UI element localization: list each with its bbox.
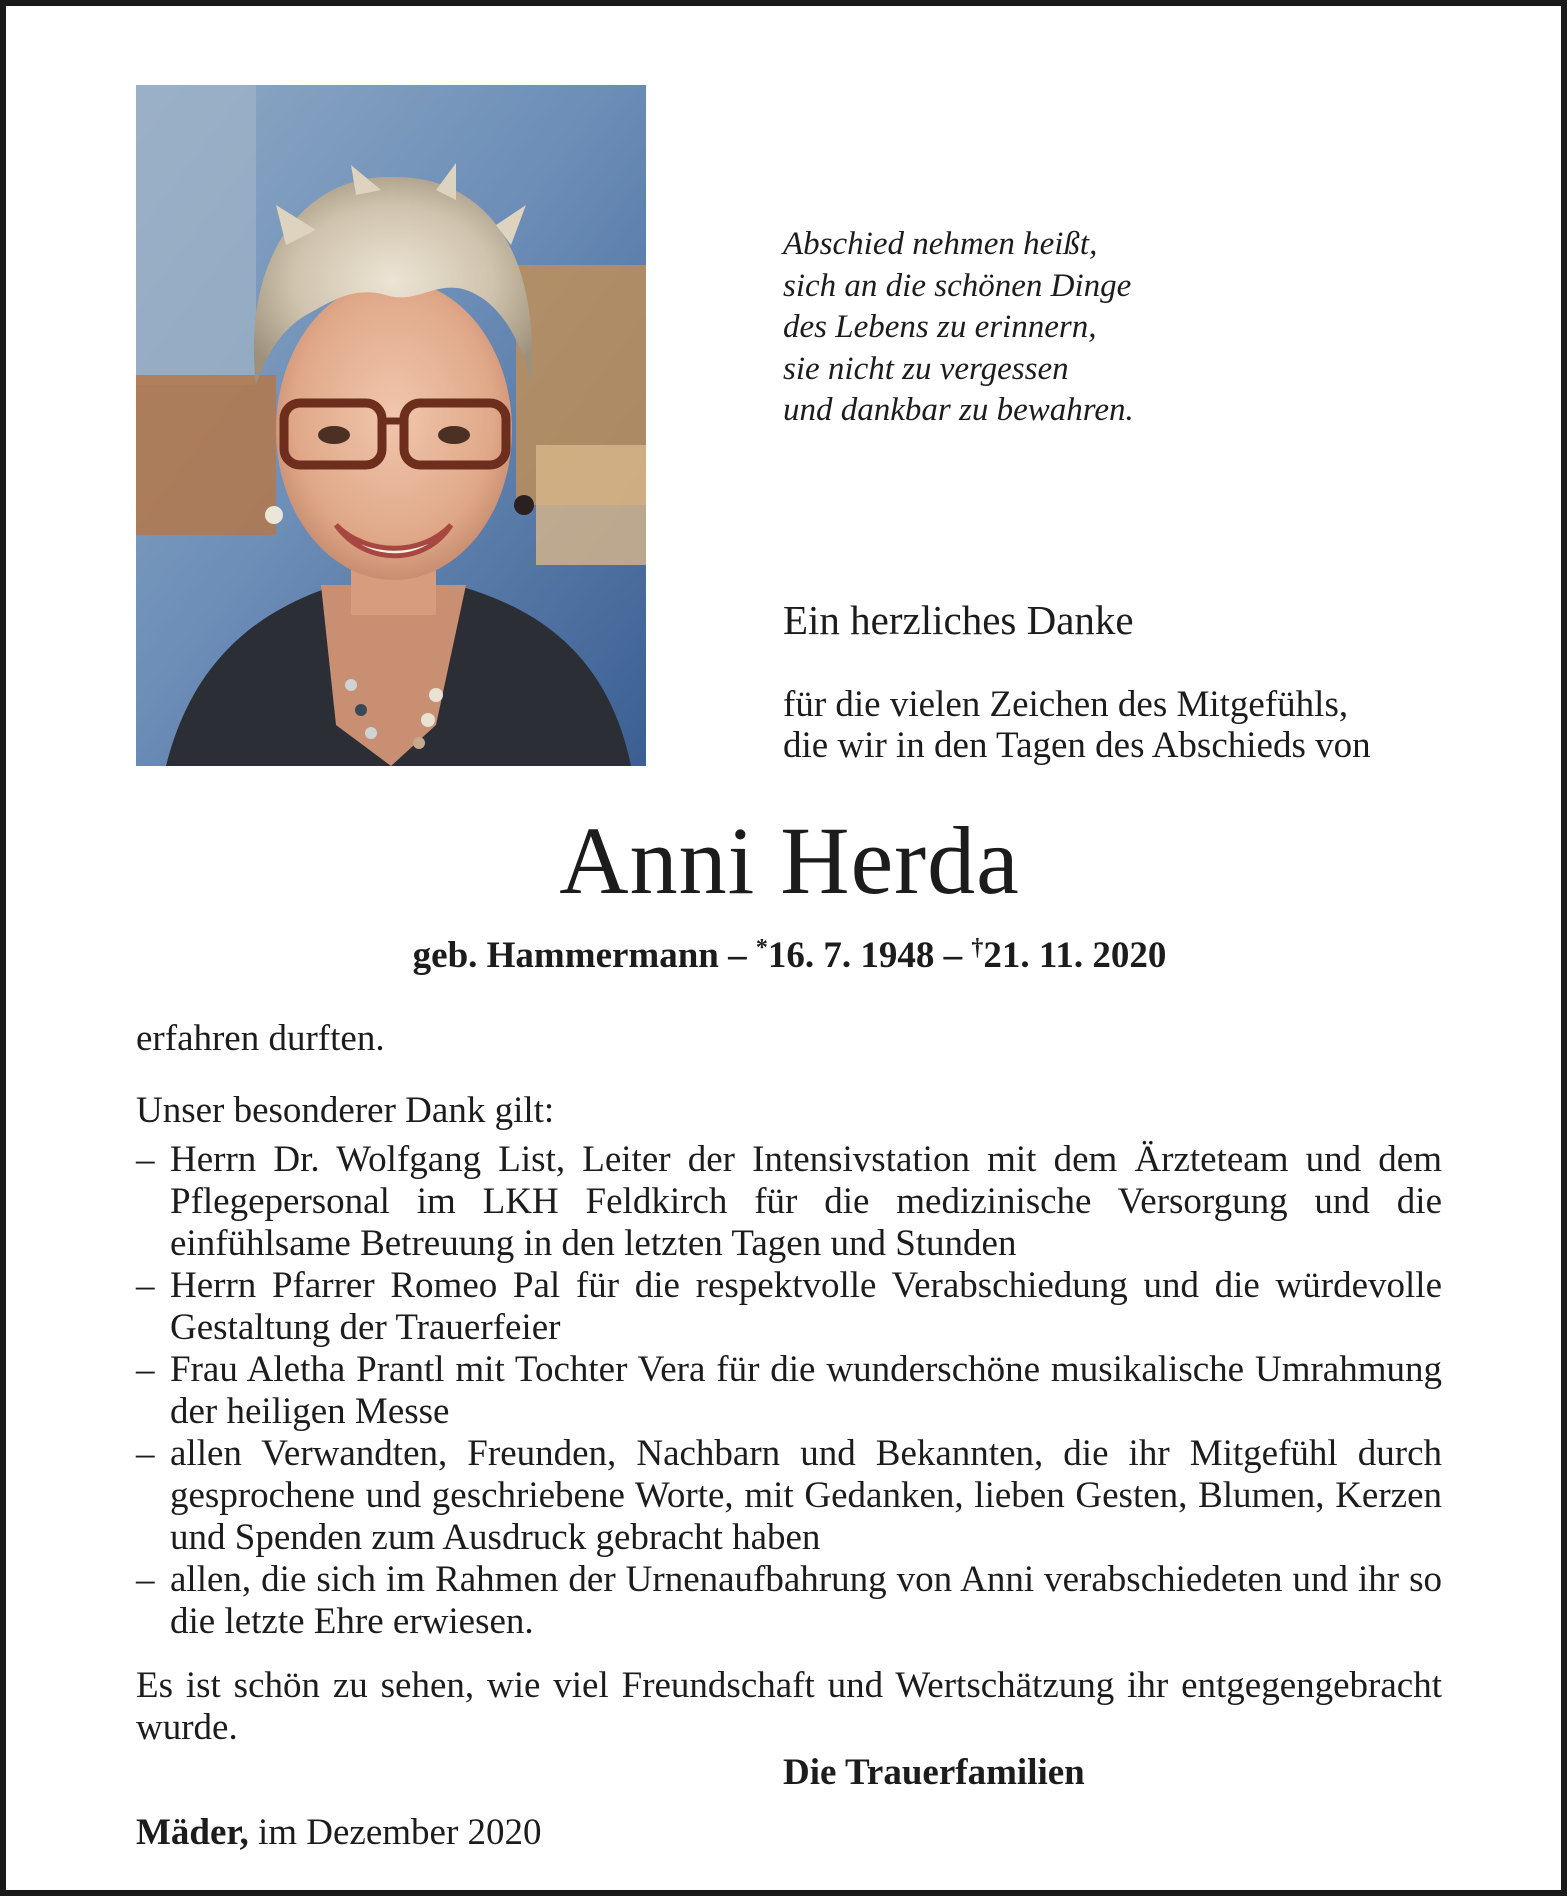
poem-line: und dankbar zu bewahren. [783,392,1134,428]
place-date [136,1811,542,1854]
poem-line: Abschied nehmen heißt, [783,226,1098,262]
list-item-text: Frau Aletha Prantl mit Tochter Vera für die wunderschöne musikalische Umrahmung der heiligen Messe [170,1349,1442,1432]
list-item [136,1433,1442,1559]
bullet-dash: – [136,1433,155,1474]
portrait-photo [136,85,646,766]
place-date-text: im Dezember 2020 [257,1812,542,1853]
poem-line: sie nicht zu vergessen [783,350,1069,387]
intro-line: die wir in den Tagen des Abschieds von [783,725,1371,766]
experience-text: erfahren durften. [136,1018,385,1059]
bullet-dash: – [136,1139,155,1180]
life-dates [6,934,1567,977]
memorial-poem [783,224,1134,432]
list-item [136,1559,1442,1643]
list-item [136,1139,1442,1265]
signature: Die Trauerfamilien [783,1752,1085,1793]
poem-line: sich an die schönen Dinge [783,267,1132,304]
separator: – [728,935,747,976]
thanks-heading: Ein herzliches Danke [783,597,1134,643]
thanks-intro [783,684,1371,766]
special-thanks-heading: Unser besonderer Dank gilt: [136,1090,555,1131]
bullet-dash: – [136,1265,155,1306]
list-item [136,1265,1442,1349]
born-name: geb. Hammermann [412,935,719,976]
death-symbol: † [971,935,984,961]
place-town: Mäder, [136,1812,249,1853]
list-item-text: allen Verwandten, Freunden, Nachbarn und Bekannten, die ihr Mitgefühl durch gesprochene und geschriebene Worte, mit Gedanken, lieben Gesten, Blumen, Kerzen und Spenden zum Ausdruck gebracht haben [170,1433,1442,1558]
list-item-text: allen, die sich im Rahmen der Urnenaufbahrung von Anni verabschiedeten und ihr so die letzte Ehre erwiesen. [170,1559,1442,1642]
birth-date: 16. 7. 1948 [767,935,935,976]
bullet-dash: – [136,1559,155,1600]
poem-line: des Lebens zu erinnern, [783,309,1097,345]
list-item-text: Herrn Dr. Wolfgang List, Leiter der Intensivstation mit dem Ärzteteam und dem Pflegepersonal im LKH Feldkirch für die medizinische Versorgung und die einfühlsame Betreuung in den letzten Tagen und Stunden [170,1139,1442,1264]
birth-symbol: * [755,935,768,961]
thanks-list [136,1139,1442,1643]
list-item-text: Herrn Pfarrer Romeo Pal für die respektvolle Verabschiedung und die würdevolle Gestaltung der Trauerfeier [170,1265,1442,1348]
death-date: 21. 11. 2020 [983,935,1167,976]
intro-line: für die vielen Zeichen des Mitgefühls, [783,684,1349,725]
deceased-name: Anni Herda [559,807,1020,914]
bullet-dash: – [136,1349,155,1390]
separator: – [943,935,963,976]
list-item [136,1349,1442,1433]
closing-text: Es ist schön zu sehen, wie viel Freundschaft und Wertschätzung ihr entgegengebracht wurde. [136,1665,1442,1748]
